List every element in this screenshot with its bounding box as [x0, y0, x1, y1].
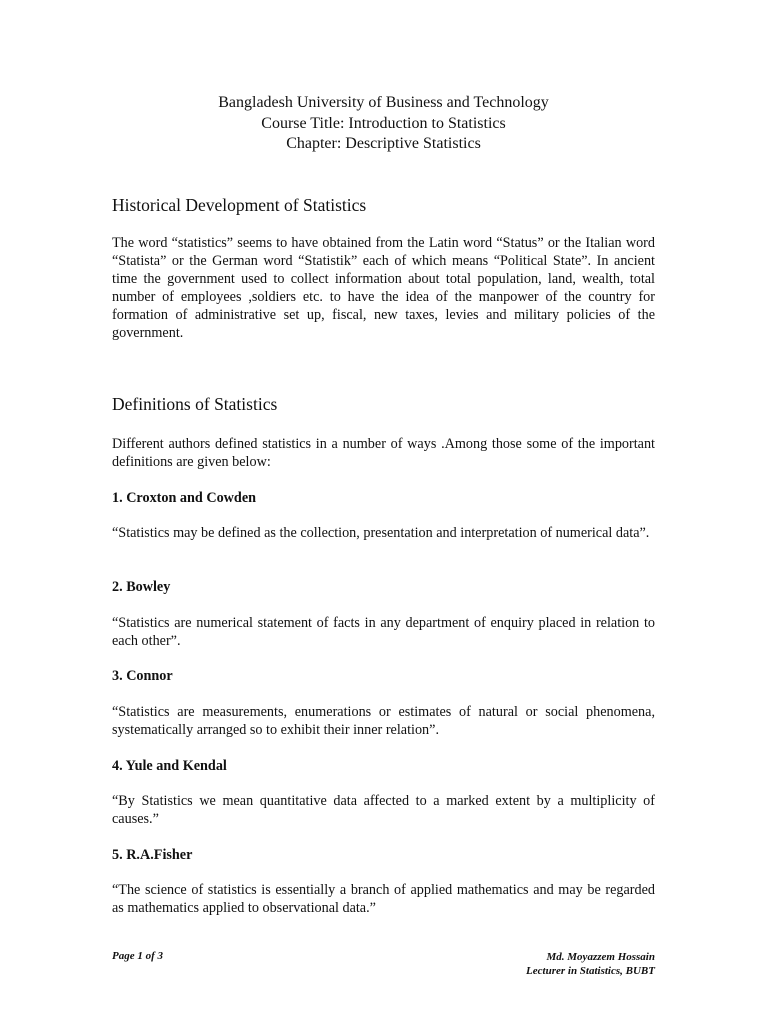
definition-text-fisher: “The science of statistics is essentially a branch of applied mathematics and may be regarded as mathematics applied to observational data.”	[112, 882, 655, 916]
definition-text-connor: “Statistics are measurements, enumerations or estimates of natural or social phenomena, systematically arranged so to exhibit their inner relation”.	[112, 704, 655, 738]
course-title: Course Title: Introduction to Statistics	[261, 114, 506, 132]
definition-title-croxton: 1. Croxton and Cowden	[112, 490, 257, 506]
definition-text-croxton: “Statistics may be defined as the collection, presentation and interpretation of numerical data”.	[112, 525, 650, 541]
author-block	[526, 950, 655, 978]
author-position: Lecturer in Statistics, BUBT	[526, 965, 655, 977]
chapter-title: Chapter: Descriptive Statistics	[286, 135, 481, 152]
definition-title-connor: 3. Connor	[112, 668, 173, 684]
definition-title-yule: 4. Yule and Kendal	[112, 758, 227, 774]
author-name: Md. Moyazzem Hossain	[546, 951, 655, 963]
definition-text-bowley: “Statistics are numerical statement of facts in any department of enquiry placed in relation to each other”.	[112, 615, 655, 649]
definitions-intro: Different authors defined statistics in a number of ways .Among those some of the important definitions are given below:	[112, 436, 655, 470]
historical-paragraph: The word “statistics” seems to have obtained from the Latin word “Status” or the Italian word “Statista” or the German word “Statistik” each of which means “Political State”. In ancient time the government used to collect information about total population, land, wealth, total number of employees ,soldiers etc. to have the idea of the manpower of the country for formation of administrative set up, fiscal, new taxes, levies and military policies of the government.	[112, 235, 655, 341]
definitions-heading: Definitions of Statistics	[112, 394, 278, 414]
university-name: Bangladesh University of Business and Technology	[218, 94, 549, 111]
definition-title-fisher: 5. R.A.Fisher	[112, 847, 193, 863]
definition-text-yule: “By Statistics we mean quantitative data affected to a marked extent by a multiplicity of causes.”	[112, 793, 655, 827]
historical-heading: Historical Development of Statistics	[112, 195, 367, 215]
definition-title-bowley: 2. Bowley	[112, 579, 171, 595]
document-header	[112, 93, 655, 155]
page-number: Page 1 of 3	[112, 950, 164, 962]
